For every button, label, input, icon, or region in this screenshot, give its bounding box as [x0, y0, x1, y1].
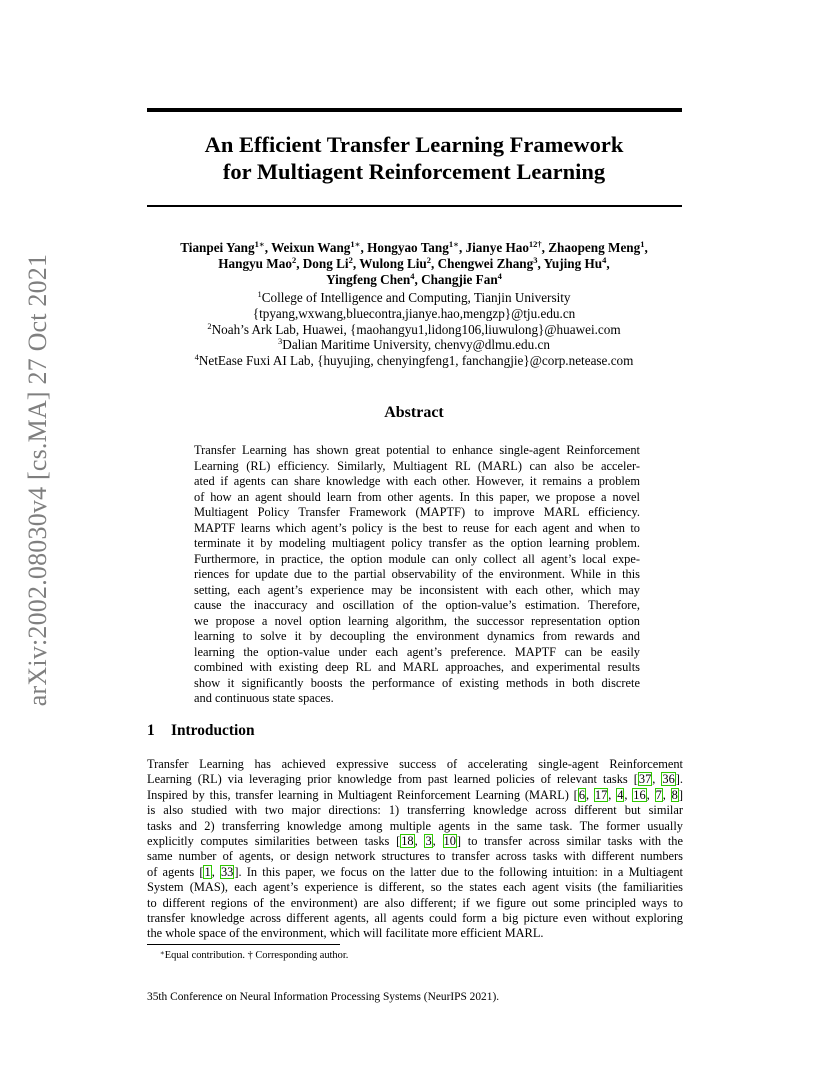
arxiv-identifier-stamp: arXiv:2002.08030v4 [cs.MA] 27 Oct 2021: [23, 253, 52, 707]
author-name: Jianye Hao: [465, 240, 529, 255]
section-title: Introduction: [171, 722, 255, 739]
citation-link[interactable]: 17: [594, 787, 608, 802]
author-separator: ,: [264, 240, 272, 255]
citation-link[interactable]: 18: [401, 834, 414, 849]
affiliation-text: College of Intelligence and Computing, Tianjin University: [261, 290, 571, 305]
author-name: Weixun Wang: [271, 240, 351, 255]
intro-line: [147, 880, 683, 895]
citation-link[interactable]: 4: [617, 787, 624, 802]
abstract-line: we propose a novel option learning algorithm, the successor representation option: [194, 613, 640, 628]
title-line-2: for Multiagent Reinforcement Learning: [222, 159, 606, 184]
intro-text: ,: [414, 834, 425, 849]
abstract-line: ated if agents can share knowledge with each other. However, it remains a problem: [194, 474, 640, 488]
citation-link[interactable]: 37: [638, 772, 652, 787]
author-name: Tianpei Yang: [180, 240, 255, 255]
affiliation-4: [100, 353, 728, 369]
intro-text: is also studied with two major directions: 1) transferring knowledge across different but similar: [147, 803, 683, 818]
intro-line: [147, 911, 683, 926]
author-name: Zhaopeng Meng: [548, 240, 641, 255]
intro-text: ,: [608, 787, 617, 802]
abstract-body: [194, 443, 640, 707]
affiliation-3: [100, 337, 728, 353]
author-affiliation-marker: 12†: [528, 239, 542, 249]
author-separator: ,: [360, 240, 368, 255]
author-name: Wulong Liu: [359, 255, 427, 271]
author-separator: ,: [537, 255, 544, 271]
author-name: Yujing Hu: [543, 255, 603, 271]
citation-link[interactable]: 16: [633, 787, 646, 802]
abstract-line: cause the inaccuracy and oscillation of the option-value’s estimation. Therefore,: [194, 598, 640, 612]
abstract-line: Furthermore, in practice, the option module can only collect all agent’s local expe-: [194, 551, 640, 566]
citation-link[interactable]: 10: [443, 834, 456, 849]
author-name: Hangyu Mao: [218, 255, 292, 271]
abstract-line: of how an agent should learn from other agents. In this paper, we propose a novel: [194, 489, 640, 504]
affiliation-marker: 3: [278, 336, 283, 347]
author-affiliation-marker: 1∗: [254, 239, 265, 249]
citation-link[interactable]: 1: [204, 864, 211, 879]
intro-line: [147, 834, 683, 849]
title-bottom-rule: [147, 205, 682, 207]
intro-text: ,: [624, 787, 633, 802]
footnote-rule: [147, 944, 340, 945]
intro-text: ]: [678, 787, 683, 802]
intro-line: [147, 819, 683, 834]
affiliation-1: [100, 290, 728, 306]
section-number: 1: [147, 722, 155, 739]
intro-text: to different regions of the environment) are also different; if we figure out some principled ways to: [147, 895, 683, 910]
title-top-rule: [147, 108, 682, 112]
author-affiliation-marker: 2: [291, 254, 297, 265]
author-name: Hongyao Tang: [367, 240, 449, 255]
intro-text: same number of agents, or design network structures to transfer across tasks with different numbers: [147, 849, 683, 864]
affiliation-1-email: {tpyang,wxwang,bluecontra,jianye.hao,mengzp}@tju.edu.cn: [252, 305, 576, 321]
intro-text: Inspired by this, transfer learning in Multiagent Reinforcement Learning (MARL) [: [147, 787, 578, 802]
abstract-line: learning to solve it by decoupling the environment dynamics from rewards and: [194, 629, 640, 643]
affiliation-2: [100, 322, 728, 338]
abstract-line: Transfer Learning has shown great potential to enhance single-agent Reinforcement: [194, 443, 640, 457]
citation-link[interactable]: 6: [578, 787, 586, 802]
abstract-line: setting, each agent’s experience may be inconsistent with each other, which may: [194, 582, 640, 597]
intro-text: the whole space of the environment, which will facilitate more efficient MARL.: [147, 926, 544, 941]
author-affiliation-marker: 4: [602, 254, 607, 265]
author-line: [100, 240, 728, 256]
author-separator: ,: [352, 255, 360, 271]
author-name: Yingfeng Chen: [326, 271, 411, 287]
author-affiliation-marker: 1∗: [448, 239, 459, 249]
citation-link[interactable]: 33: [220, 864, 234, 879]
footnote: [160, 950, 348, 961]
abstract-line: show it significantly boosts the performance of existing methods in both discrete: [194, 675, 640, 690]
intro-text: tasks and 2) transferring knowledge among multiple agents in the same task. The former usually: [147, 818, 683, 833]
affiliation-marker: 4: [194, 352, 199, 363]
intro-line: [147, 896, 683, 911]
author-name: Changjie Fan: [421, 271, 498, 287]
author-name: Dong Li: [302, 255, 349, 271]
intro-line: [147, 926, 683, 941]
intro-text: ].: [675, 772, 683, 787]
intro-text: of agents [: [147, 864, 204, 879]
author-separator: ,: [541, 240, 549, 255]
intro-text: ,: [662, 787, 671, 802]
title-line-1: An Efficient Transfer Learning Framework: [204, 132, 624, 157]
intro-text: Learning (RL) via leveraging prior knowledge from past learned policies of relevant tasks [: [147, 772, 638, 787]
author-affiliation-marker: 1∗: [350, 239, 361, 249]
author-separator: ,: [644, 240, 648, 255]
abstract-line: MAPTF learns which agent’s policy is the best to reuse for each agent and when to: [194, 520, 640, 535]
intro-text: Transfer Learning has achieved expressive success of accelerating single-agent Reinforcement: [147, 757, 683, 771]
intro-text: ,: [586, 787, 594, 802]
intro-line: [147, 865, 683, 880]
affiliation-marker: 2: [207, 320, 212, 331]
abstract-line: Multiagent Policy Transfer Framework (MAPTF) to improve MARL efficiency.: [194, 505, 640, 519]
citation-link[interactable]: 3: [425, 834, 432, 849]
intro-line: [147, 803, 683, 818]
author-affiliation-marker: 4: [497, 270, 502, 281]
intro-text: ,: [432, 834, 443, 849]
conference-note: 35th Conference on Neural Information Processing Systems (NeurIPS 2021).: [147, 991, 500, 1003]
citation-link[interactable]: 36: [662, 772, 675, 787]
affiliation-list: [100, 290, 728, 369]
intro-text: ,: [646, 787, 655, 802]
abstract-line: and continuous state spaces.: [194, 691, 334, 705]
intro-text: transfer knowledge across different agents, all agents could form a big picture even without exploring: [147, 911, 683, 926]
author-separator: ,: [606, 255, 610, 271]
author-separator: ,: [296, 255, 303, 271]
author-separator: ,: [414, 271, 422, 287]
author-separator: ,: [458, 240, 466, 255]
abstract-line: combined with existing deep RL and MARL approaches, and experimental results: [194, 660, 640, 674]
abstract-heading: Abstract: [384, 404, 444, 421]
footnote-marker: ∗: [160, 949, 165, 957]
author-name: Chengwei Zhang: [437, 255, 534, 271]
introduction-body: [147, 757, 683, 942]
abstract-line: terminate it by modeling multiagent policy transfer as the option learning problem.: [194, 536, 640, 550]
intro-text: ,: [652, 772, 662, 787]
author-affiliation-marker: 4: [410, 270, 415, 281]
section-heading-introduction: [147, 722, 255, 740]
intro-text: System (MAS), each agent’s experience is different, so the states each agent visits (the familiarities: [147, 880, 683, 895]
author-line: [100, 272, 728, 288]
author-affiliation-marker: 2: [348, 254, 353, 265]
author-affiliation-marker: 3: [533, 254, 538, 265]
author-affiliation-marker: 2: [426, 254, 432, 265]
intro-line: [147, 788, 683, 803]
author-affiliation-marker: 1: [640, 239, 645, 249]
author-list: [100, 240, 728, 287]
author-line: [100, 256, 728, 272]
affiliation-marker: 1: [257, 289, 262, 299]
abstract-line: Learning (RL) efficiency. Similarly, Multiagent RL (MARL) can also be acceler-: [194, 458, 640, 473]
paper-title: [0, 131, 828, 185]
intro-text: explicitly computes similarities between tasks [: [147, 834, 401, 849]
affiliation-text: NetEase Fuxi AI Lab, {huyujing, chenyingfeng1, fanchangjie}@corp.netease.com: [198, 353, 634, 369]
affiliation-text: Dalian Maritime University, chenvy@dlmu.edu.cn: [282, 337, 550, 353]
intro-line: [147, 757, 683, 772]
intro-line: [147, 772, 683, 787]
footnote-text: Equal contribution. † Corresponding author.: [164, 950, 349, 961]
citation-link[interactable]: 7: [655, 787, 662, 802]
abstract-line: riences for update due to the partial observability of the environment. While in this: [194, 567, 640, 581]
author-separator: ,: [431, 255, 438, 271]
intro-text: ]. In this paper, we focus on the latter due to the following intuition: in a Multiagent: [234, 864, 683, 879]
citation-link[interactable]: 8: [671, 787, 678, 802]
affiliation-text: Noah’s Ark Lab, Huawei, {maohangyu1,lidong106,liuwulong}@huawei.com: [211, 321, 621, 337]
intro-text: ,: [211, 864, 220, 879]
intro-line: [147, 849, 683, 864]
intro-text: ] to transfer across similar tasks with the: [456, 834, 683, 849]
abstract-line: learning the option-value under each agent’s preference. MAPTF can be easily: [194, 644, 640, 659]
